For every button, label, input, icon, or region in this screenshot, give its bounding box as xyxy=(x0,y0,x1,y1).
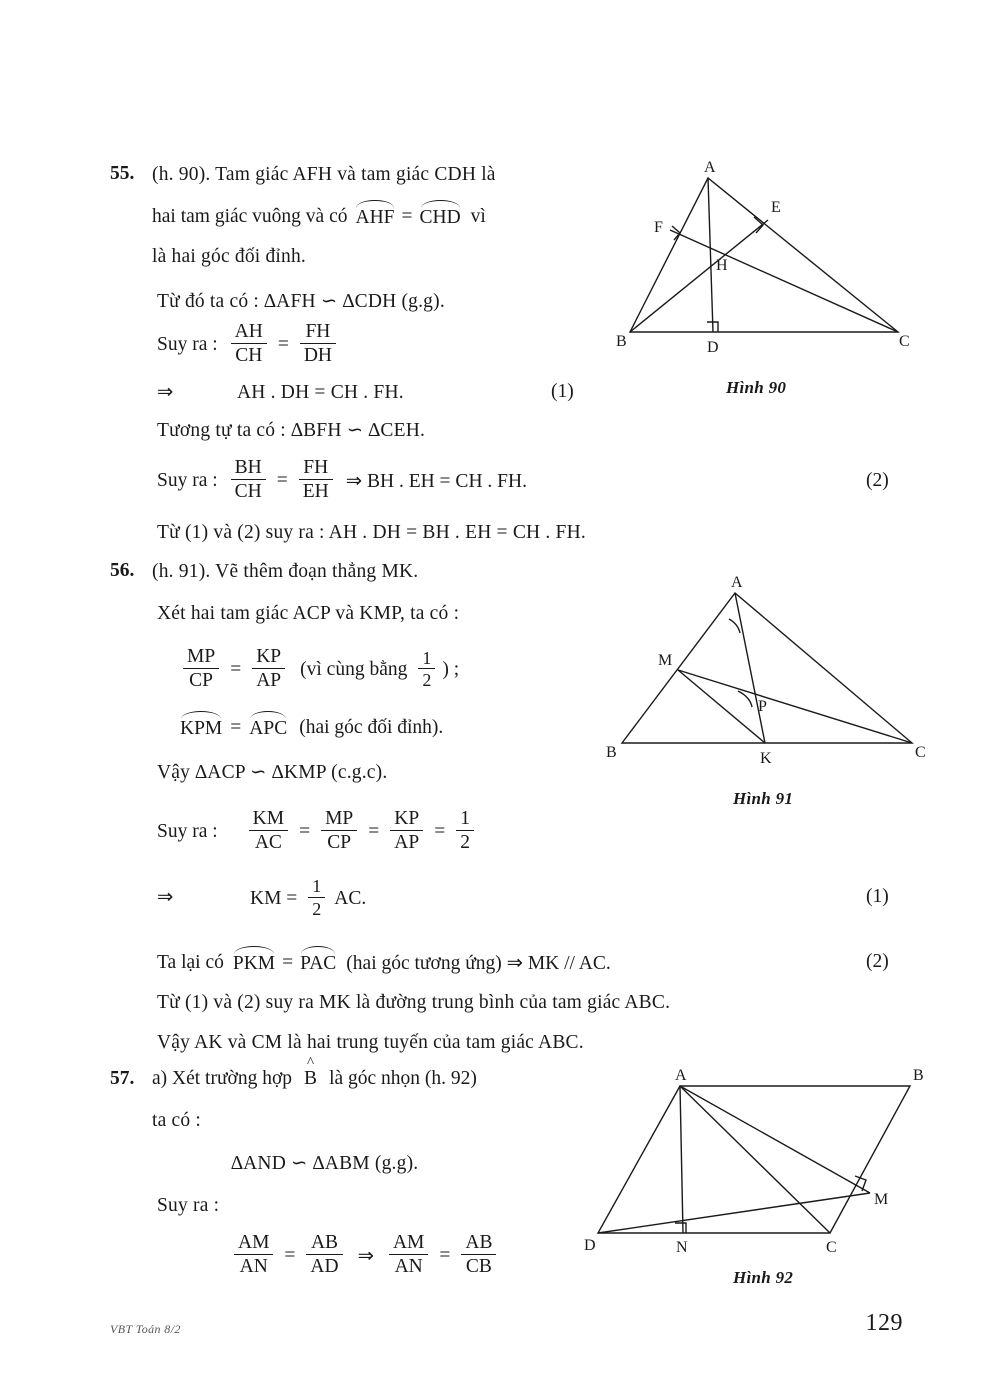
fraction-one-half-3 xyxy=(308,877,325,919)
right-angle-N xyxy=(675,1223,686,1233)
fraction-denominator: AP xyxy=(390,830,423,853)
figure-hinh-92-svg xyxy=(580,1068,930,1258)
footer-note: VBT Toán 8/2 xyxy=(110,1322,181,1336)
angle-mark-P xyxy=(738,691,752,707)
p55-l2-equals: = xyxy=(401,206,413,227)
problem-55-result-1: AH . DH = CH . FH. xyxy=(237,382,404,403)
label-K: K xyxy=(760,750,772,767)
figure-hinh-91 xyxy=(600,575,940,765)
figure-hinh-90-svg xyxy=(608,160,938,360)
triangle-ABC-outline xyxy=(630,178,898,332)
problem-57-line-2: ta có : xyxy=(152,1110,202,1131)
fraction-numerator: MP xyxy=(187,646,216,667)
problem-56-line-1: (h. 91). Vẽ thêm đoạn thẳng MK. xyxy=(152,561,419,582)
fraction-AM-AN xyxy=(234,1233,273,1278)
fraction-denominator: 2 xyxy=(418,668,435,690)
problem-number-57: 57. xyxy=(110,1068,135,1089)
equals-sign: = xyxy=(277,334,289,356)
fraction-AH-CH xyxy=(231,322,267,367)
label-B: B xyxy=(606,744,617,761)
fraction-denominator: AP xyxy=(252,668,285,691)
fraction-BH-CH xyxy=(231,458,266,503)
equation-number-1: (1) xyxy=(551,381,574,402)
p56-km-equals: KM = xyxy=(250,887,298,909)
problem-56-result-1 xyxy=(250,878,366,920)
fraction-numerator: AB xyxy=(465,1232,493,1253)
p56-suyra-label: Suy ra : xyxy=(157,821,218,843)
fraction-numerator: KP xyxy=(256,646,282,667)
equals-sign: = xyxy=(276,470,288,492)
problem-55-suyra-1 xyxy=(157,323,339,368)
fraction-denominator: AC xyxy=(249,830,288,853)
angle-APC: APC xyxy=(249,718,288,739)
equals-sign: = xyxy=(230,659,242,681)
problem-56-angle-row xyxy=(180,716,443,740)
fraction-FH-EH xyxy=(299,458,333,503)
problem-55-line-4: Từ đó ta có : ∆AFH ∽ ∆CDH (g.g). xyxy=(157,291,445,312)
fraction-numerator: KP xyxy=(394,808,420,829)
p57-goc-nhon: là góc nhọn (h. 92) xyxy=(329,1068,477,1089)
fraction-numerator: KM xyxy=(252,808,285,829)
equation-number-1-p56: (1) xyxy=(866,886,889,907)
label-A: A xyxy=(731,574,743,591)
p55-suyra-label: Suy ra : xyxy=(157,334,218,356)
problem-56-line-2: Xét hai tam giác ACP và KMP, ta có : xyxy=(157,603,460,624)
p55-result-2: ⇒ BH . EH = CH . FH. xyxy=(345,471,527,493)
p55-l2-text: hai tam giác vuông và có xyxy=(152,206,348,227)
angle-mark-A xyxy=(729,619,740,633)
problem-56-line-5: Vậy ∆ACP ∽ ∆KMP (c.g.c). xyxy=(157,762,388,783)
fraction-MP-CP-2 xyxy=(321,809,357,854)
problem-number-56: 56. xyxy=(110,560,135,581)
problem-55-implies: ⇒ xyxy=(157,382,174,403)
label-H: H xyxy=(716,257,728,274)
problem-57-line-1 xyxy=(152,1068,477,1090)
p56-tuong-ung: (hai góc tương ứng) ⇒ MK // AC. xyxy=(346,953,611,974)
fraction-denominator: CH xyxy=(231,343,267,366)
fraction-denominator: AD xyxy=(306,1254,342,1277)
fraction-numerator: AB xyxy=(310,1232,339,1253)
fraction-denominator: CH xyxy=(231,479,266,502)
segment-AM xyxy=(680,1086,870,1193)
fraction-numerator: AH xyxy=(234,321,263,342)
equation-number-2-p56: (2) xyxy=(866,951,889,972)
angle-PKM: PKM xyxy=(232,953,276,974)
problem-57-line-3: ∆AND ∽ ∆ABM (g.g). xyxy=(231,1153,419,1174)
fraction-numerator: 1 xyxy=(460,808,470,829)
label-P: P xyxy=(758,698,767,715)
label-B: B xyxy=(616,333,627,350)
equals-sign: = xyxy=(282,952,294,973)
angle-KPM: KPM xyxy=(180,718,223,739)
problem-55-line-7: Tương tự ta có : ∆BFH ∽ ∆CEH. xyxy=(157,420,426,441)
equals-sign: = xyxy=(299,821,311,843)
problem-56-suyra xyxy=(157,810,477,855)
fraction-FH-DH xyxy=(300,322,336,367)
fraction-numerator: AM xyxy=(392,1232,425,1253)
problem-number-55: 55. xyxy=(110,163,135,184)
problem-57-line-4: Suy ra : xyxy=(157,1195,220,1216)
equals-sign: = xyxy=(230,717,242,738)
equals-sign: = xyxy=(434,821,446,843)
fraction-one-half xyxy=(418,649,435,691)
p55-l2-vi: vì xyxy=(470,206,486,227)
fraction-denominator: CP xyxy=(183,668,219,691)
fraction-denominator: 2 xyxy=(308,897,325,919)
fraction-AB-CB xyxy=(461,1233,496,1278)
label-C: C xyxy=(826,1239,837,1256)
p57-xet-truong-hop: a) Xét trường hợp xyxy=(152,1068,293,1089)
p56-vi-cung-bang: (vì cùng bằng xyxy=(300,659,408,681)
page-number: 129 xyxy=(865,1310,903,1336)
equals-sign: = xyxy=(439,1245,451,1267)
fraction-KM-AC xyxy=(249,809,288,854)
fraction-denominator: CP xyxy=(321,830,357,853)
fraction-denominator: DH xyxy=(300,343,336,366)
figure-hinh-92 xyxy=(580,1068,930,1258)
problem-55-conclusion: Từ (1) và (2) suy ra : AH . DH = BH . EH = CH . FH. xyxy=(157,522,586,543)
problem-56-ratio-row xyxy=(180,648,459,693)
caption-hinh-92: Hình 92 xyxy=(733,1268,794,1287)
p56-talaico: Ta lại có xyxy=(157,952,224,973)
label-F: F xyxy=(654,219,663,236)
figure-hinh-91-svg xyxy=(600,575,940,765)
fraction-denominator: CB xyxy=(461,1254,496,1277)
equals-sign: = xyxy=(368,821,380,843)
fraction-AM-AN-2 xyxy=(389,1233,428,1278)
label-B: B xyxy=(913,1067,924,1084)
label-N: N xyxy=(676,1239,688,1256)
equation-number-2: (2) xyxy=(866,470,889,491)
problem-55-line-3: là hai góc đối đỉnh. xyxy=(152,246,307,267)
label-E: E xyxy=(771,199,781,216)
fraction-numerator: FH xyxy=(305,321,331,342)
fraction-one-half-2 xyxy=(456,809,474,854)
diagonal-AC xyxy=(680,1086,830,1233)
fraction-AB-AD xyxy=(306,1233,342,1278)
label-C: C xyxy=(915,744,926,761)
segment-DM xyxy=(598,1193,870,1233)
median-CM xyxy=(678,670,912,743)
label-A: A xyxy=(675,1067,687,1084)
angle-B-hat: ^ B xyxy=(304,1068,317,1090)
caption-hinh-91: Hình 91 xyxy=(733,789,794,808)
cevian-BE xyxy=(630,220,768,332)
label-A: A xyxy=(704,159,716,176)
height-AN xyxy=(680,1086,683,1233)
fraction-numerator: FH xyxy=(303,457,329,478)
problem-56-line-9: Từ (1) và (2) suy ra MK là đường trung bình của tam giác ABC. xyxy=(157,992,671,1013)
problem-55-line-1: (h. 90). Tam giác AFH và tam giác CDH là xyxy=(152,164,496,185)
altitude-AD xyxy=(708,178,713,332)
figure-hinh-90 xyxy=(608,160,938,360)
fraction-KP-AP xyxy=(252,647,285,692)
fraction-denominator: AN xyxy=(234,1254,273,1277)
fraction-denominator: AN xyxy=(389,1254,428,1277)
p56-doi-dinh: (hai góc đối đỉnh). xyxy=(299,717,444,738)
fraction-MP-CP xyxy=(183,647,219,692)
fraction-numerator: 1 xyxy=(312,876,322,896)
caption-hinh-90: Hình 90 xyxy=(726,378,787,397)
p56-ac: AC. xyxy=(334,887,367,909)
problem-56-line-8 xyxy=(157,951,611,975)
angle-PAC: PAC xyxy=(300,953,337,974)
label-D: D xyxy=(707,339,719,356)
fraction-KP-AP-2 xyxy=(390,809,423,854)
fraction-numerator: BH xyxy=(234,457,262,478)
cevian-CF xyxy=(670,230,898,332)
fraction-numerator: 1 xyxy=(422,647,432,668)
label-M: M xyxy=(658,652,673,669)
problem-55-suyra-2 xyxy=(157,459,527,504)
fraction-denominator: 2 xyxy=(456,830,474,853)
p57-implies: ⇒ xyxy=(357,1246,374,1268)
label-C: C xyxy=(899,333,910,350)
label-D: D xyxy=(584,1237,596,1254)
problem-56-implies: ⇒ xyxy=(157,887,174,908)
equals-sign: = xyxy=(284,1245,296,1267)
fraction-numerator: MP xyxy=(325,808,354,829)
p55-suyra2-label: Suy ra : xyxy=(157,470,218,492)
problem-56-line-10: Vậy AK và CM là hai trung tuyến của tam giác ABC. xyxy=(157,1032,584,1053)
label-M: M xyxy=(874,1191,889,1208)
p56-close-paren: ) ; xyxy=(442,659,460,681)
problem-57-equation xyxy=(231,1234,499,1279)
fraction-denominator: EH xyxy=(299,479,333,502)
angle-AHF: AHF xyxy=(355,207,395,228)
angle-CHD: CHD xyxy=(419,207,461,228)
problem-55-line-2 xyxy=(152,205,486,229)
fraction-numerator: AM xyxy=(238,1232,270,1253)
